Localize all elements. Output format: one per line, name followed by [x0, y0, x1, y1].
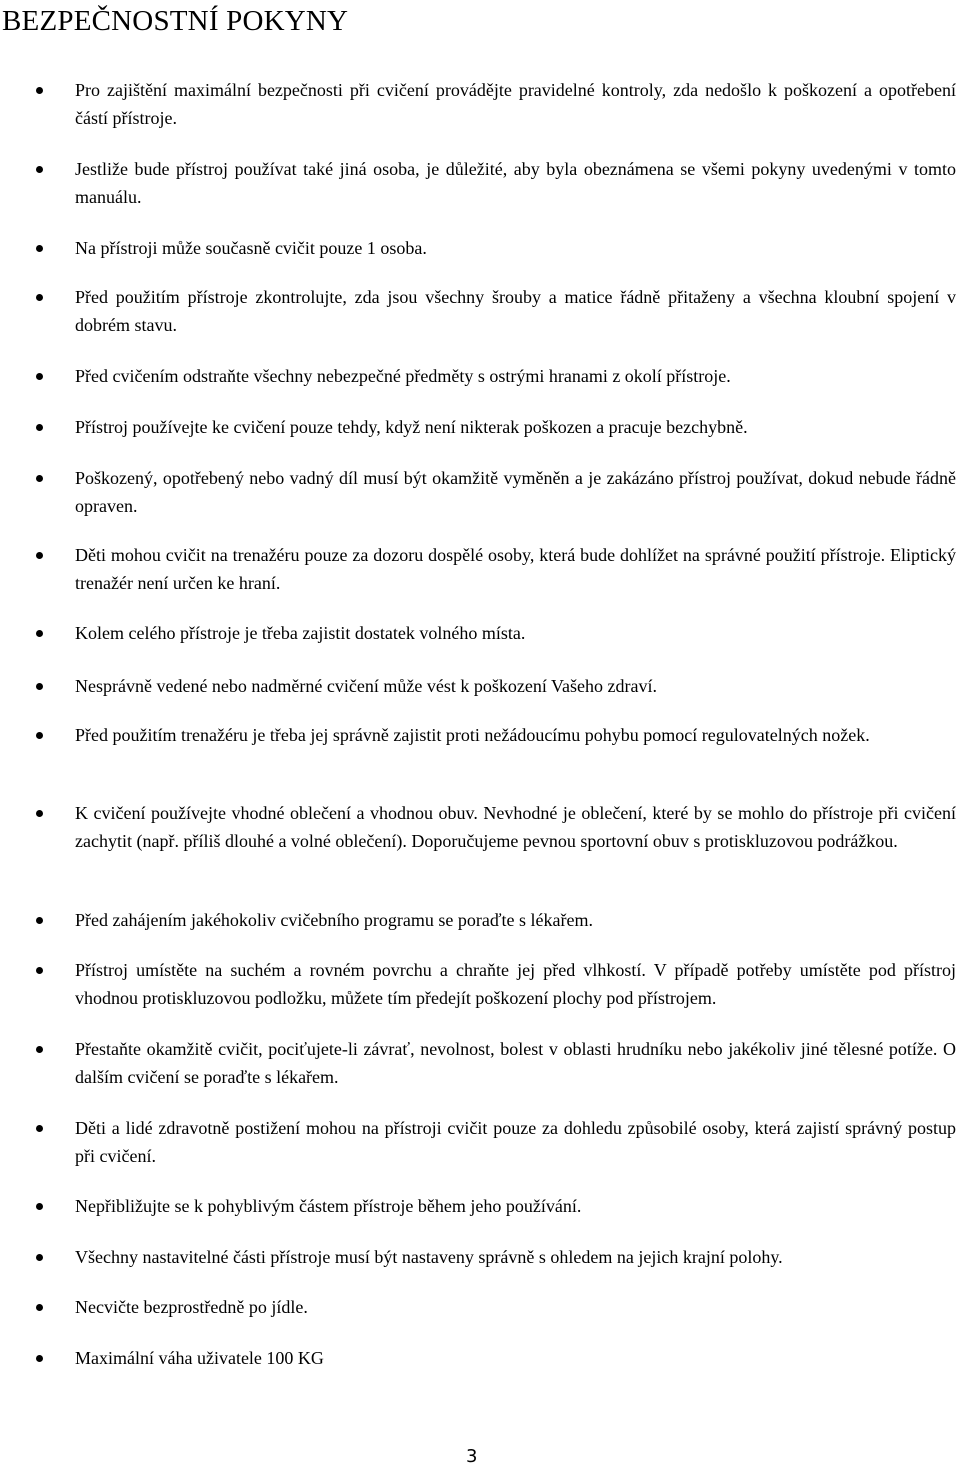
list-item-text: Děti a lidé zdravotně postižení mohou na přístroji cvičit pouze za dohledu způsobilé osoby, která zajistí správný postup při cvičení. — [75, 1118, 956, 1166]
list-item-text: Kolem celého přístroje je třeba zajistit dostatek volného místa. — [75, 623, 526, 643]
list-item-text: Poškozený, opotřebený nebo vadný díl musí být okamžitě vyměněn a je zakázáno přístroj používat, dokud nebude řádně opraven. — [75, 468, 956, 516]
bullet-icon — [36, 552, 43, 559]
list-item-text: Přístroj umístěte na suchém a rovném povrchu a chraňte jej před vlhkostí. V případě potřeby umístěte pod přístroj vhodnou protiskluzovou podložku, můžete tím předejít poškození plochy pod přístrojem. — [75, 960, 956, 1008]
list-item-text: Děti mohou cvičit na trenažéru pouze za dozoru dospělé osoby, která bude dohlížet na správné použití přístroje. Eliptický trenažér není určen ke hraní. — [75, 545, 956, 593]
bullet-icon — [36, 373, 43, 380]
bullet-icon — [36, 166, 43, 173]
page-number: 3 — [466, 1446, 478, 1467]
list-item-text: Jestliže bude přístroj používat také jiná osoba, je důležité, aby byla obeznámena se všemi pokyny uvedenými v tomto manuálu. — [75, 159, 956, 207]
bullet-icon — [36, 1355, 43, 1362]
list-item-text: Pro zajištění maximální bezpečnosti při cvičení provádějte pravidelné kontroly, zda nedošlo k poškození a opotřebení částí přístroje. — [75, 80, 956, 128]
list-item-text: K cvičení používejte vhodné oblečení a vhodnou obuv. Nevhodné je oblečení, které by se mohlo do přístroje při cvičení zachytit (např. příliš dlouhé a volné oblečení). Doporučujeme pevnou sportovní obuv s protiskluzovou podrážkou. — [75, 803, 956, 851]
bullet-icon — [36, 917, 43, 924]
bullet-icon — [36, 810, 43, 817]
list-item-text: Před cvičením odstraňte všechny nebezpečné předměty s ostrými hranami z okolí přístroje. — [75, 366, 731, 386]
bullet-icon — [36, 967, 43, 974]
bullet-icon — [36, 683, 43, 690]
list-item-text: Na přístroji může současně cvičit pouze 1 osoba. — [75, 238, 427, 258]
list-item-text: Nesprávně vedené nebo nadměrné cvičení může vést k poškození Vašeho zdraví. — [75, 676, 657, 696]
bullet-icon — [36, 475, 43, 482]
bullet-icon — [36, 294, 43, 301]
list-item-text: Maximální váha uživatele 100 KG — [75, 1348, 324, 1368]
bullet-icon — [36, 245, 43, 252]
bullet-icon — [36, 424, 43, 431]
list-item-text: Před zahájením jakéhokoliv cvičebního programu se poraďte s lékařem. — [75, 910, 593, 930]
list-item-text: Přístroj používejte ke cvičení pouze tehdy, když není nikterak poškozen a pracuje bezchybně. — [75, 417, 748, 437]
bullet-icon — [36, 630, 43, 637]
bullet-icon — [36, 1046, 43, 1053]
list-item-text: Před použitím přístroje zkontrolujte, zda jsou všechny šrouby a matice řádně přitaženy a všechna kloubní spojení v dobrém stavu. — [75, 287, 956, 335]
list-item-text: Přestaňte okamžitě cvičit, pociťujete-li závrať, nevolnost, bolest v oblasti hrudníku nebo jakékoliv jiné tělesné potíže. O dalším cvičení se poraďte s lékařem. — [75, 1039, 956, 1087]
list-item-text: Všechny nastavitelné části přístroje musí být nastaveny správně s ohledem na jejich krajní polohy. — [75, 1247, 783, 1267]
list-item-text: Necvičte bezprostředně po jídle. — [75, 1297, 308, 1317]
bullet-icon — [36, 1203, 43, 1210]
page-title: BEZPEČNOSTNÍ POKYNY — [2, 5, 349, 37]
list-item-text: Nepřibližujte se k pohyblivým částem přístroje během jeho používání. — [75, 1196, 582, 1216]
bullet-icon — [36, 732, 43, 739]
bullet-icon — [36, 1304, 43, 1311]
bullet-icon — [36, 87, 43, 94]
list-item-text: Před použitím trenažéru je třeba jej správně zajistit proti nežádoucímu pohybu pomocí regulovatelných nožek. — [75, 725, 870, 745]
bullet-icon — [36, 1125, 43, 1132]
bullet-icon — [36, 1254, 43, 1261]
